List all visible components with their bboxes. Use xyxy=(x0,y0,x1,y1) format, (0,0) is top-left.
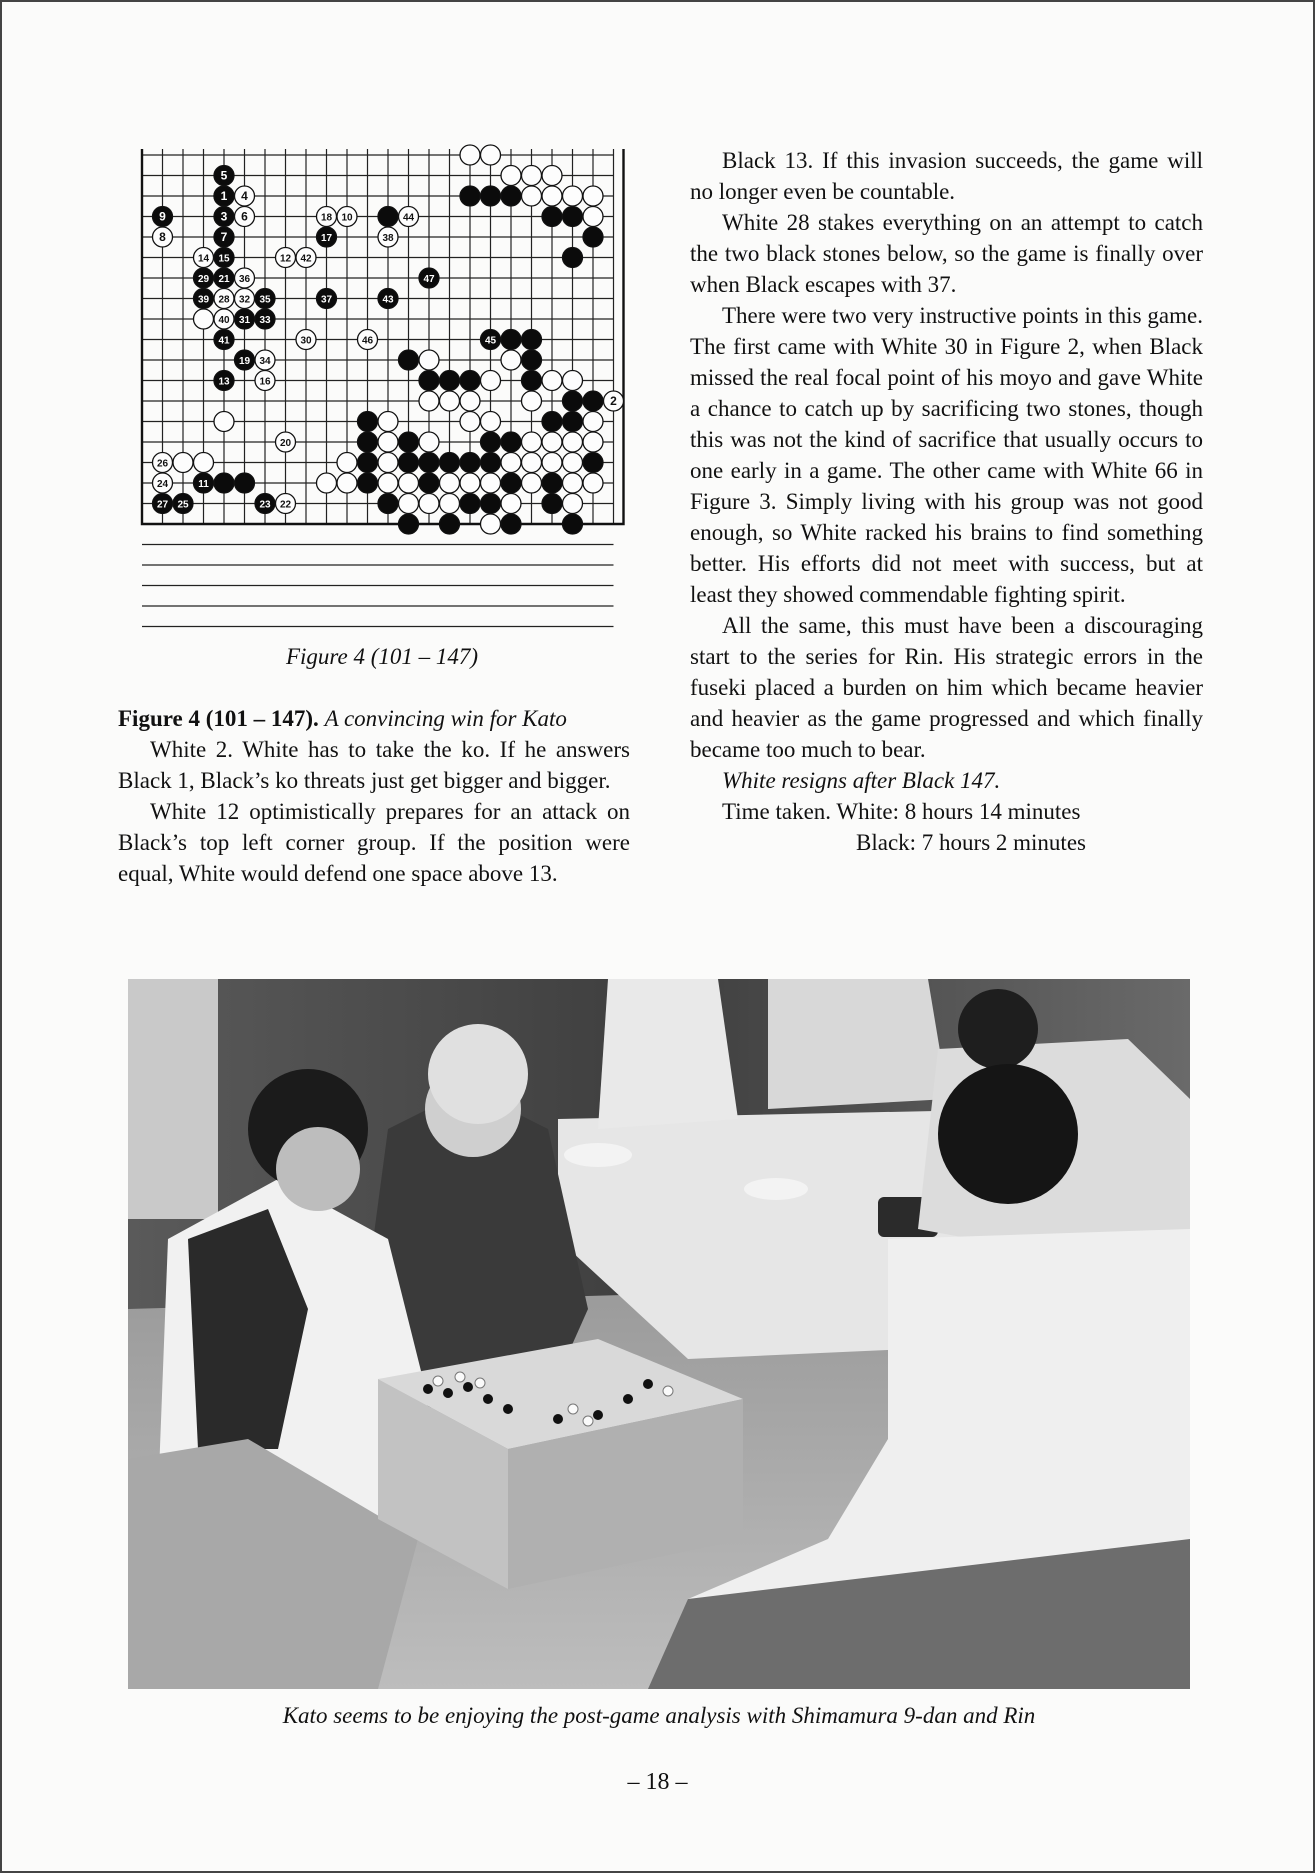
white-stone xyxy=(481,473,501,493)
black-stone xyxy=(255,289,275,309)
black-stone xyxy=(399,432,419,452)
white-stone xyxy=(563,453,583,473)
white-stone xyxy=(276,248,296,268)
black-stone xyxy=(460,186,480,206)
move-number: 45 xyxy=(484,335,497,347)
figure-heading xyxy=(118,703,630,734)
white-stone xyxy=(583,186,603,206)
white-stone xyxy=(440,391,460,411)
black-stone xyxy=(522,330,542,350)
move-number: 36 xyxy=(238,274,251,285)
black-stone xyxy=(501,330,521,350)
black-stone xyxy=(378,494,398,514)
white-stone xyxy=(481,145,501,165)
black-stone xyxy=(583,227,603,247)
black-stone xyxy=(542,494,562,514)
move-number: 5 xyxy=(220,168,228,183)
white-stone xyxy=(563,186,583,206)
right-column xyxy=(690,145,1203,858)
black-stone xyxy=(317,227,337,247)
black-stone xyxy=(358,432,378,452)
game-result: White resigns after Black 147. xyxy=(722,768,1001,793)
move-number: 39 xyxy=(197,294,210,306)
white-stone xyxy=(173,453,193,473)
move-number: 21 xyxy=(218,274,230,285)
white-stone xyxy=(563,432,583,452)
black-stone xyxy=(419,371,439,391)
black-stone xyxy=(153,494,173,514)
white-stone xyxy=(481,371,501,391)
move-number: 23 xyxy=(259,499,271,511)
black-stone xyxy=(235,473,255,493)
move-number: 44 xyxy=(402,212,415,224)
white-stone xyxy=(296,330,316,350)
white-stone xyxy=(317,473,337,493)
black-stone xyxy=(214,371,234,391)
white-stone xyxy=(214,309,234,329)
move-number: 38 xyxy=(382,233,394,244)
move-number: 2 xyxy=(610,394,617,408)
black-stone xyxy=(460,453,480,473)
time-white: Time taken. White: 8 hours 14 minutes xyxy=(722,799,1081,824)
white-stone xyxy=(522,473,542,493)
white-stone xyxy=(460,412,480,432)
black-stone xyxy=(378,207,398,227)
white-stone xyxy=(522,432,542,452)
black-stone xyxy=(563,248,583,268)
move-number: 24 xyxy=(156,479,169,490)
move-number: 13 xyxy=(218,376,230,388)
white-stone xyxy=(214,289,234,309)
black-stone xyxy=(378,289,398,309)
black-stone xyxy=(317,289,337,309)
black-stone xyxy=(255,494,275,514)
white-stone xyxy=(194,453,214,473)
move-number: 28 xyxy=(218,294,230,306)
move-number: 35 xyxy=(259,294,271,306)
white-stone xyxy=(542,453,562,473)
black-stone xyxy=(563,391,583,411)
black-stone xyxy=(399,350,419,370)
move-number: 6 xyxy=(241,209,248,224)
move-number: 43 xyxy=(382,294,394,306)
move-number: 42 xyxy=(300,253,312,265)
white-stone xyxy=(153,473,173,493)
photo-illustration xyxy=(128,979,1190,1689)
white-stone xyxy=(542,166,562,186)
move-number: 7 xyxy=(220,230,228,244)
black-stone xyxy=(173,494,193,514)
black-stone xyxy=(214,268,234,288)
white-stone xyxy=(460,145,480,165)
move-number: 41 xyxy=(218,335,230,347)
paragraph: Black 13. If this invasion succeeds, the game will no longer even be countable. xyxy=(690,148,1203,204)
move-number: 16 xyxy=(259,376,271,388)
white-stone xyxy=(563,473,583,493)
white-stone xyxy=(501,166,521,186)
white-stone xyxy=(460,391,480,411)
black-stone xyxy=(358,412,378,432)
white-stone xyxy=(276,494,296,514)
figure-caption: Figure 4 (101 – 147) xyxy=(285,644,479,669)
white-stone xyxy=(378,412,398,432)
black-stone xyxy=(399,514,419,534)
white-stone xyxy=(563,371,583,391)
white-stone xyxy=(501,494,521,514)
white-stone xyxy=(583,473,603,493)
black-stone xyxy=(501,432,521,452)
left-column xyxy=(118,703,630,889)
white-stone xyxy=(583,412,603,432)
white-stone xyxy=(296,248,316,268)
move-number: 1 xyxy=(220,189,228,203)
white-stone xyxy=(542,371,562,391)
white-stone xyxy=(419,432,439,452)
white-stone xyxy=(563,494,583,514)
black-stone xyxy=(255,309,275,329)
black-stone xyxy=(522,350,542,370)
white-stone xyxy=(460,473,480,493)
move-number: 17 xyxy=(320,233,333,244)
move-number: 19 xyxy=(238,356,251,367)
white-stone xyxy=(378,227,398,247)
black-stone xyxy=(542,207,562,227)
move-number: 3 xyxy=(220,209,228,224)
white-stone xyxy=(542,432,562,452)
move-number: 10 xyxy=(341,212,353,224)
move-number: 18 xyxy=(320,212,333,224)
black-stone xyxy=(214,330,234,350)
white-stone xyxy=(358,330,378,350)
black-stone xyxy=(419,453,439,473)
black-stone xyxy=(501,473,521,493)
black-stone xyxy=(440,453,460,473)
black-stone xyxy=(214,207,234,227)
move-number: 34 xyxy=(259,356,271,367)
figure-heading-subtitle: A convincing win for Kato xyxy=(324,706,567,731)
move-number: 15 xyxy=(218,253,230,265)
white-stone xyxy=(235,268,255,288)
white-stone xyxy=(153,227,173,247)
black-stone xyxy=(440,371,460,391)
move-number: 40 xyxy=(218,315,230,326)
black-stone xyxy=(214,227,234,247)
move-number: 11 xyxy=(198,479,209,490)
black-stone xyxy=(460,371,480,391)
move-number: 22 xyxy=(279,499,292,511)
white-stone xyxy=(337,207,357,227)
white-stone xyxy=(255,371,275,391)
black-stone xyxy=(358,473,378,493)
white-stone xyxy=(481,514,501,534)
move-number: 27 xyxy=(156,499,169,511)
move-number: 8 xyxy=(159,230,166,244)
time-black: Black: 7 hours 2 minutes xyxy=(856,830,1086,855)
black-stone xyxy=(214,248,234,268)
black-stone xyxy=(481,494,501,514)
black-stone xyxy=(542,473,562,493)
photo xyxy=(128,979,1190,1689)
move-number: 20 xyxy=(279,438,292,449)
white-stone xyxy=(214,412,234,432)
paragraph: All the same, this must have been a discouraging start to the series for Rin. His strategic errors in the fuseki placed a burden on him which became heavier and heavier as the game progressed and which finally became too much to bear. xyxy=(690,613,1203,762)
black-stone xyxy=(214,186,234,206)
black-stone xyxy=(194,289,214,309)
white-stone xyxy=(378,432,398,452)
white-stone xyxy=(235,207,255,227)
white-stone xyxy=(399,473,419,493)
white-stone xyxy=(440,473,460,493)
move-number: 31 xyxy=(238,315,251,326)
white-stone xyxy=(378,473,398,493)
photo-caption: Kato seems to be enjoying the post-game analysis with Shimamura 9-dan and Rin xyxy=(282,1703,1036,1728)
white-stone xyxy=(522,166,542,186)
black-stone xyxy=(481,432,501,452)
move-number: 29 xyxy=(197,274,210,285)
move-number: 12 xyxy=(279,253,292,265)
white-stone xyxy=(583,207,603,227)
white-stone xyxy=(378,453,398,473)
move-number: 25 xyxy=(177,499,189,511)
white-stone xyxy=(522,186,542,206)
white-stone xyxy=(235,289,255,309)
black-stone xyxy=(153,207,173,227)
black-stone xyxy=(563,514,583,534)
black-stone xyxy=(358,453,378,473)
white-stone xyxy=(194,248,214,268)
black-stone xyxy=(501,186,521,206)
move-number: 14 xyxy=(197,253,210,265)
move-number: 32 xyxy=(238,294,251,306)
white-stone xyxy=(276,432,296,452)
move-number: 37 xyxy=(320,294,333,306)
black-stone xyxy=(542,412,562,432)
white-stone xyxy=(419,391,439,411)
go-board-diagram xyxy=(132,147,616,637)
figure-heading-title: Figure 4 (101 – 147). xyxy=(118,706,319,731)
white-stone xyxy=(317,207,337,227)
black-stone xyxy=(214,473,234,493)
white-stone xyxy=(153,453,173,473)
move-number: 33 xyxy=(259,315,271,326)
black-stone xyxy=(481,186,501,206)
paragraph: White 2. White has to take the ko. If he answers Black 1, Black’s ko threats just get bigger and bigger. xyxy=(118,737,630,793)
white-stone xyxy=(440,494,460,514)
white-stone xyxy=(522,453,542,473)
paragraph: White 28 stakes everything on an attempt to catch the two black stones below, so the game is finally over when Black escapes with 37. xyxy=(690,210,1203,297)
white-stone xyxy=(194,309,214,329)
paragraph: There were two very instructive points in this game. The first came with White 30 in Figure 2, when Black missed the real focal point of his moyo and gave White a chance to catch up by sacrificing two stones, though this was not the kind of sacrifice that usually occurs to one early in a game. The other came with White 66 in Figure 3. Simply living with his group was not good enough, so White racked his brains to find something better. His efforts did not meet with success, but at least they showed commendable fighting spirit. xyxy=(690,303,1203,607)
black-stone xyxy=(214,166,234,186)
white-stone xyxy=(604,391,624,411)
black-stone xyxy=(440,514,460,534)
move-number: 4 xyxy=(241,189,248,203)
black-stone xyxy=(460,494,480,514)
black-stone xyxy=(235,350,255,370)
white-stone xyxy=(419,350,439,370)
white-stone xyxy=(419,494,439,514)
white-stone xyxy=(522,391,542,411)
white-stone xyxy=(255,350,275,370)
white-stone xyxy=(501,350,521,370)
black-stone xyxy=(501,514,521,534)
black-stone xyxy=(563,207,583,227)
white-stone xyxy=(337,473,357,493)
paragraph: White 12 optimistically prepares for an attack on Black’s top left corner group. If the position were equal, White would defend one space above 13. xyxy=(118,799,630,886)
black-stone xyxy=(194,268,214,288)
white-stone xyxy=(337,453,357,473)
page-number: – 18 – xyxy=(627,1769,688,1795)
move-number: 47 xyxy=(423,274,435,285)
black-stone xyxy=(235,309,255,329)
black-stone xyxy=(583,391,603,411)
move-number: 26 xyxy=(156,458,169,470)
black-stone xyxy=(399,453,419,473)
white-stone xyxy=(399,494,419,514)
black-stone xyxy=(419,473,439,493)
black-stone xyxy=(563,412,583,432)
black-stone xyxy=(481,453,501,473)
white-stone xyxy=(501,453,521,473)
black-stone xyxy=(419,268,439,288)
black-stone xyxy=(583,453,603,473)
black-stone xyxy=(194,473,214,493)
white-stone xyxy=(481,412,501,432)
move-number: 30 xyxy=(300,335,312,347)
move-number: 46 xyxy=(361,335,374,347)
white-stone xyxy=(399,207,419,227)
move-number: 9 xyxy=(159,209,166,224)
black-stone xyxy=(522,371,542,391)
white-stone xyxy=(235,186,255,206)
white-stone xyxy=(542,186,562,206)
white-stone xyxy=(583,432,603,452)
black-stone xyxy=(481,330,501,350)
